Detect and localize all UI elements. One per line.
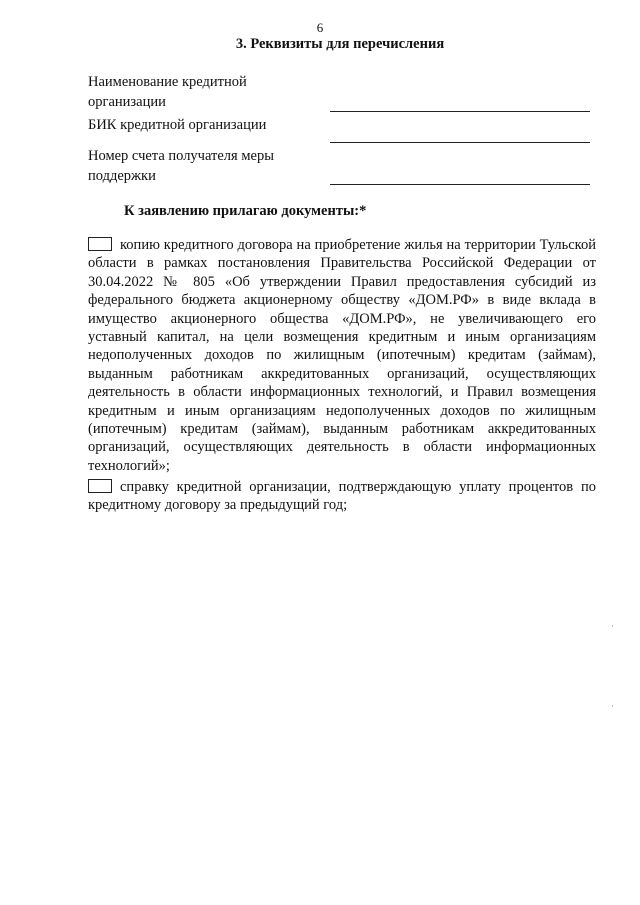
account-label: Номер счета получателя меры поддержки [88,148,274,184]
scan-speck [612,705,613,707]
bank-name-label: Наименование кредитной организации [88,74,247,110]
scan-speck [612,625,613,627]
attachment-item-credit-agreement [88,236,596,475]
attachment-text-bank-certificate: справку кредитной организации, подтверждающую уплату процентов по кредитному договору за предыдущий год; [88,479,596,514]
account-field-line[interactable] [330,184,590,185]
bank-name-field-line[interactable] [330,111,590,112]
checkbox-credit-agreement[interactable] [88,237,112,251]
bik-field-line[interactable] [330,142,590,143]
page-number: 6 [316,20,324,35]
attachment-item-bank-certificate [88,478,596,515]
checkbox-bank-certificate[interactable] [88,479,112,493]
attachment-text-credit-agreement: копию кредитного договора на приобретение жилья на территории Тульской области в рамках постановления Правительства Российской Федерации от 30.04.2022 № 805 «Об утверждении Правил предоставления субсидий из федерального бюджета акционерному обществу «ДОМ.РФ» в виде вклада в имущество акционерного общества «ДОМ.РФ», не увеличивающего его уставный капитал, на цели возмещения кредитным и иным организациям недополученных доходов по жилищным (ипотечным) кредитам (займам), выданным работникам аккредитованных организаций, осуществляющих деятельность в области информационных технологий, и Правил возмещения кредитным и иным организациям недополученных доходов по жилищным (ипотечным) кредитам (займам), выданным работникам аккредитованных организаций, осуществляющих деятельность в области информационных технологий»; [88,237,596,474]
bik-label: БИК кредитной организации [88,117,267,133]
section-title: 3. Реквизиты для перечисления [235,36,445,52]
attachments-heading: К заявлению прилагаю документы:* [124,203,367,219]
